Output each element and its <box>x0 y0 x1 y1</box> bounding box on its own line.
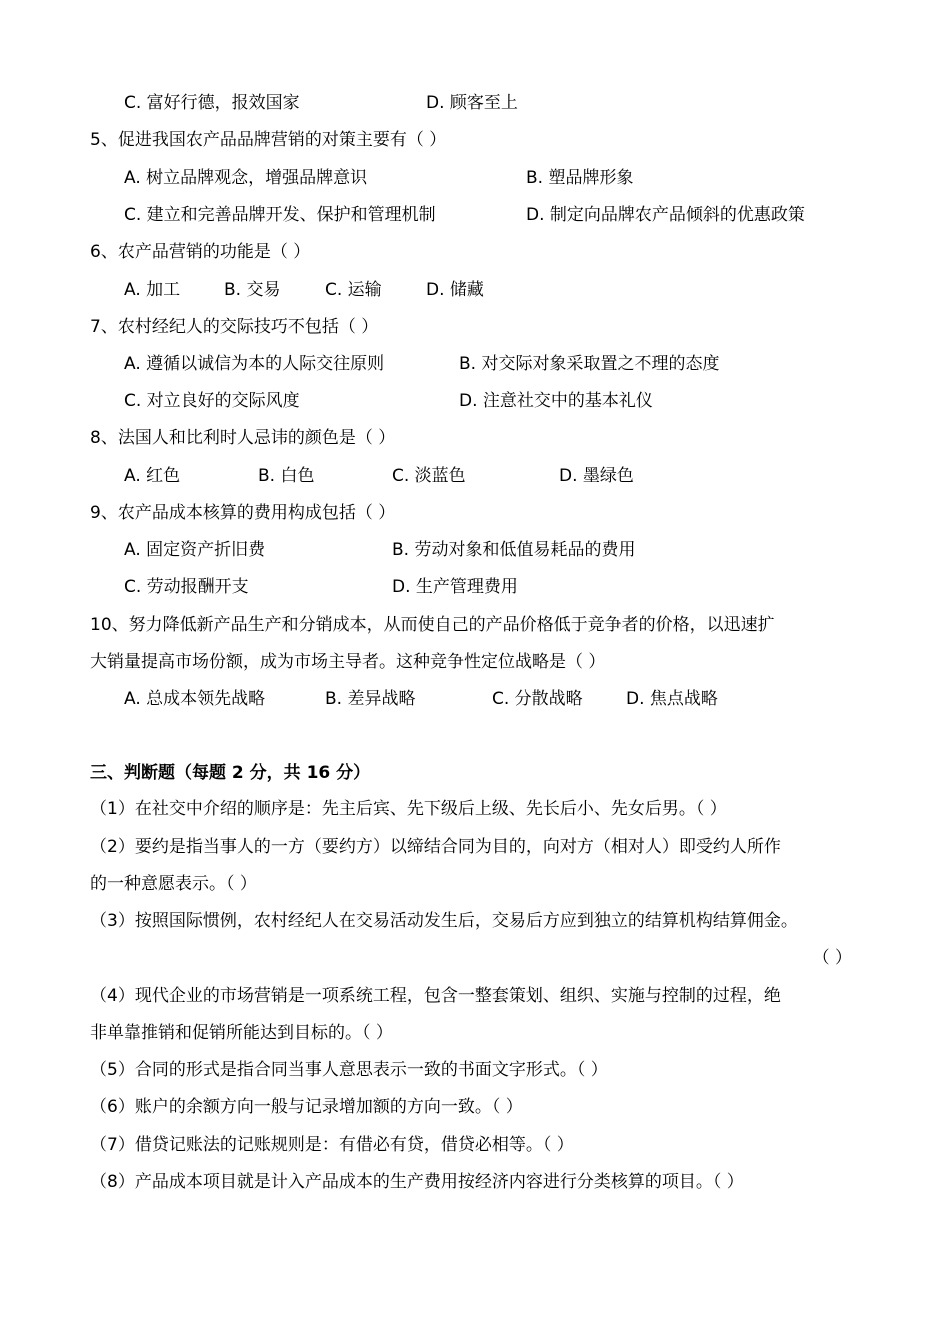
q10-option-a: A. 总成本领先战略 <box>124 689 266 709</box>
q9-option-b: B. 劳动对象和低值易耗品的费用 <box>392 540 636 560</box>
tf-item-4-line1: （4）现代企业的市场营销是一项系统工程，包含一整套策划、组织、实施与控制的过程，绝 <box>90 986 781 1006</box>
tf-item-2-line2: 的一种意愿表示。（ ） <box>90 874 257 894</box>
q10-option-c: C. 分散战略 <box>492 689 583 709</box>
q10-stem-line1: 10、努力降低新产品生产和分销成本，从而使自己的产品价格低于竞争者的价格，以迅速扩 <box>90 615 775 635</box>
section3-heading: 三、判断题（每题 2 分，共 16 分） <box>90 763 371 783</box>
q7-option-c: C. 对立良好的交际风度 <box>124 391 300 411</box>
tf-item-7: （7）借贷记账法的记账规则是：有借必有贷，借贷必相等。（ ） <box>90 1135 574 1155</box>
q5-option-a: A. 树立品牌观念，增强品牌意识 <box>124 168 368 188</box>
q6-option-c: C. 运输 <box>325 280 382 300</box>
q6-option-d: D. 储藏 <box>426 280 484 300</box>
q9-option-a: A. 固定资产折旧费 <box>124 540 266 560</box>
tf-item-5: （5）合同的形式是指合同当事人意思表示一致的书面文字形式。（ ） <box>90 1060 608 1080</box>
q9-option-c: C. 劳动报酬开支 <box>124 577 249 597</box>
q7-option-d: D. 注意社交中的基本礼仪 <box>459 391 653 411</box>
q6-option-b: B. 交易 <box>224 280 281 300</box>
q8-option-a: A. 红色 <box>124 466 181 486</box>
q5-option-b: B. 塑品牌形象 <box>526 168 634 188</box>
q9-option-d: D. 生产管理费用 <box>392 577 518 597</box>
q8-option-d: D. 墨绿色 <box>559 466 634 486</box>
q6-option-a: A. 加工 <box>124 280 181 300</box>
q8-stem: 8、法国人和比利时人忌讳的颜色是（ ） <box>90 428 396 448</box>
q9-stem: 9、农产品成本核算的费用构成包括（ ） <box>90 503 396 523</box>
q4-option-c: C. 富好行德，报效国家 <box>124 93 300 113</box>
tf-item-3-line1: （3）按照国际惯例，农村经纪人在交易活动发生后，交易后方应到独立的结算机构结算佣金。 <box>90 911 798 931</box>
q5-option-d: D. 制定向品牌农产品倾斜的优惠政策 <box>526 205 805 225</box>
q8-option-b: B. 白色 <box>258 466 315 486</box>
tf-item-1: （1）在社交中介绍的顺序是：先主后宾、先下级后上级、先长后小、先女后男。（ ） <box>90 799 727 819</box>
q10-option-b: B. 差异战略 <box>325 689 416 709</box>
tf-item-3-answer-blank: （ ） <box>812 948 852 968</box>
q8-option-c: C. 淡蓝色 <box>392 466 466 486</box>
q7-option-a: A. 遵循以诚信为本的人际交往原则 <box>124 354 385 374</box>
q6-stem: 6、农产品营销的功能是（ ） <box>90 242 311 262</box>
q10-option-d: D. 焦点战略 <box>626 689 718 709</box>
tf-item-8: （8）产品成本项目就是计入产品成本的生产费用按经济内容进行分类核算的项目。（ ） <box>90 1172 744 1192</box>
q4-option-d: D. 顾客至上 <box>426 93 518 113</box>
tf-item-2-line1: （2）要约是指当事人的一方（要约方）以缔结合同为目的，向对方（相对人）即受约人所作 <box>90 837 781 857</box>
q7-option-b: B. 对交际对象采取置之不理的态度 <box>459 354 720 374</box>
tf-item-4-line2: 非单靠推销和促销所能达到目标的。（ ） <box>90 1023 393 1043</box>
q5-stem: 5、促进我国农产品品牌营销的对策主要有（ ） <box>90 130 447 150</box>
q10-stem-line2: 大销量提高市场份额，成为市场主导者。这种竞争性定位战略是（ ） <box>90 652 606 672</box>
q7-stem: 7、农村经纪人的交际技巧不包括（ ） <box>90 317 379 337</box>
tf-item-6: （6）账户的余额方向一般与记录增加额的方向一致。（ ） <box>90 1097 523 1117</box>
q5-option-c: C. 建立和完善品牌开发、保护和管理机制 <box>124 205 436 225</box>
